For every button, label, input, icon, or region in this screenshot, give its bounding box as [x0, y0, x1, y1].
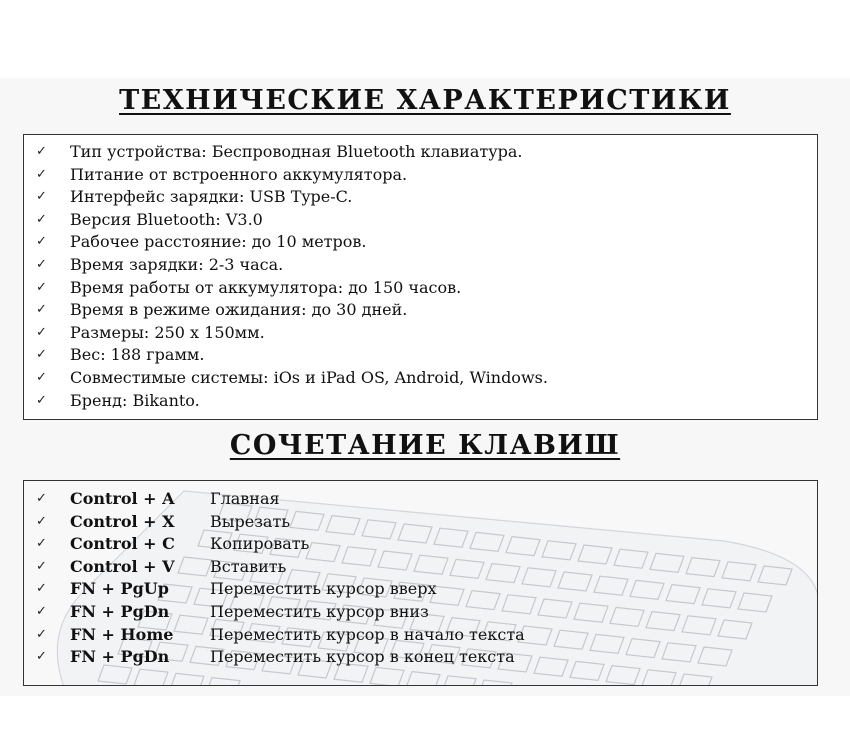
spec-item: ✓ Совместимые системы: iOs и iPad OS, Android, Windows.	[24, 367, 817, 390]
check-icon: ✓	[36, 603, 47, 619]
check-icon: ✓	[36, 513, 47, 529]
check-icon: ✓	[36, 536, 47, 552]
spec-item: ✓ Версия Bluetooth: V3.0	[24, 209, 817, 232]
shortcut-action: Переместить курсор вверх	[210, 579, 437, 599]
shortcut-action: Вырезать	[210, 511, 291, 531]
check-icon: ✓	[36, 392, 47, 408]
spec-item: ✓ Рабочее расстояние: до 10 метров.	[24, 231, 817, 254]
check-icon: ✓	[36, 369, 47, 385]
check-icon: ✓	[36, 256, 47, 272]
shortcut-row	[24, 646, 817, 669]
spec-item: ✓ Тип устройства: Беспроводная Bluetooth клавиатура.	[24, 141, 817, 164]
check-icon: ✓	[36, 189, 47, 205]
spec-item: ✓ Вес: 188 грамм.	[24, 344, 817, 367]
spec-item: ✓ Интерфейс зарядки: USB Type-C.	[24, 186, 817, 209]
shortcut-combo: Control + C	[70, 534, 175, 554]
shortcut-action: Переместить курсор вниз	[210, 601, 429, 621]
check-icon: ✓	[36, 211, 47, 227]
check-icon: ✓	[36, 302, 47, 318]
spec-item: ✓ Время в режиме ожидания: до 30 дней.	[24, 299, 817, 322]
check-icon: ✓	[36, 347, 47, 363]
shortcut-action: Главная	[210, 489, 280, 508]
shortcut-combo: FN + PgUp	[70, 579, 169, 599]
check-icon: ✓	[36, 626, 47, 642]
specs-title: ТЕХНИЧЕСКИЕ ХАРАКТЕРИСТИКИ	[119, 85, 731, 116]
specs-list	[24, 141, 817, 412]
shortcut-row	[24, 624, 817, 647]
shortcut-combo: Control + A	[70, 489, 175, 508]
specs-box	[23, 134, 818, 420]
shortcut-row	[24, 578, 817, 601]
spec-item: ✓ Время зарядки: 2-3 часа.	[24, 254, 817, 277]
check-icon: ✓	[36, 144, 47, 159]
check-icon: ✓	[36, 234, 47, 250]
check-icon: ✓	[36, 649, 47, 665]
spec-item: ✓ Питание от встроенного аккумулятора.	[24, 164, 817, 187]
shortcut-combo: FN + PgDn	[70, 647, 170, 667]
shortcut-combo: Control + X	[70, 511, 175, 531]
shortcut-row	[24, 533, 817, 556]
shortcut-row	[24, 488, 817, 511]
spec-item: ✓ Время работы от аккумулятора: до 150 часов.	[24, 277, 817, 300]
check-icon: ✓	[36, 581, 47, 597]
shortcuts-title: СОЧЕТАНИЕ КЛАВИШ	[229, 430, 621, 461]
shortcut-row	[24, 601, 817, 624]
shortcut-row	[24, 556, 817, 579]
spec-item: ✓ Бренд: Bikanto.	[24, 390, 817, 413]
check-icon: ✓	[36, 491, 47, 506]
shortcuts-list	[24, 488, 817, 669]
spec-item: ✓ Размеры: 250 х 150мм.	[24, 322, 817, 345]
shortcut-action: Переместить курсор в начало текста	[210, 624, 525, 644]
shortcut-combo: FN + PgDn	[70, 601, 170, 621]
shortcut-combo: Control + V	[70, 556, 175, 576]
shortcut-action: Переместить курсор в конец текста	[210, 647, 515, 667]
shortcuts-box	[23, 480, 818, 686]
shortcut-action: Вставить	[210, 556, 287, 576]
shortcut-action: Копировать	[210, 534, 310, 554]
shortcut-row	[24, 511, 817, 534]
check-icon: ✓	[36, 166, 47, 182]
check-icon: ✓	[36, 279, 47, 295]
shortcut-combo: FN + Home	[70, 624, 174, 644]
check-icon: ✓	[36, 324, 47, 340]
check-icon: ✓	[36, 558, 47, 574]
